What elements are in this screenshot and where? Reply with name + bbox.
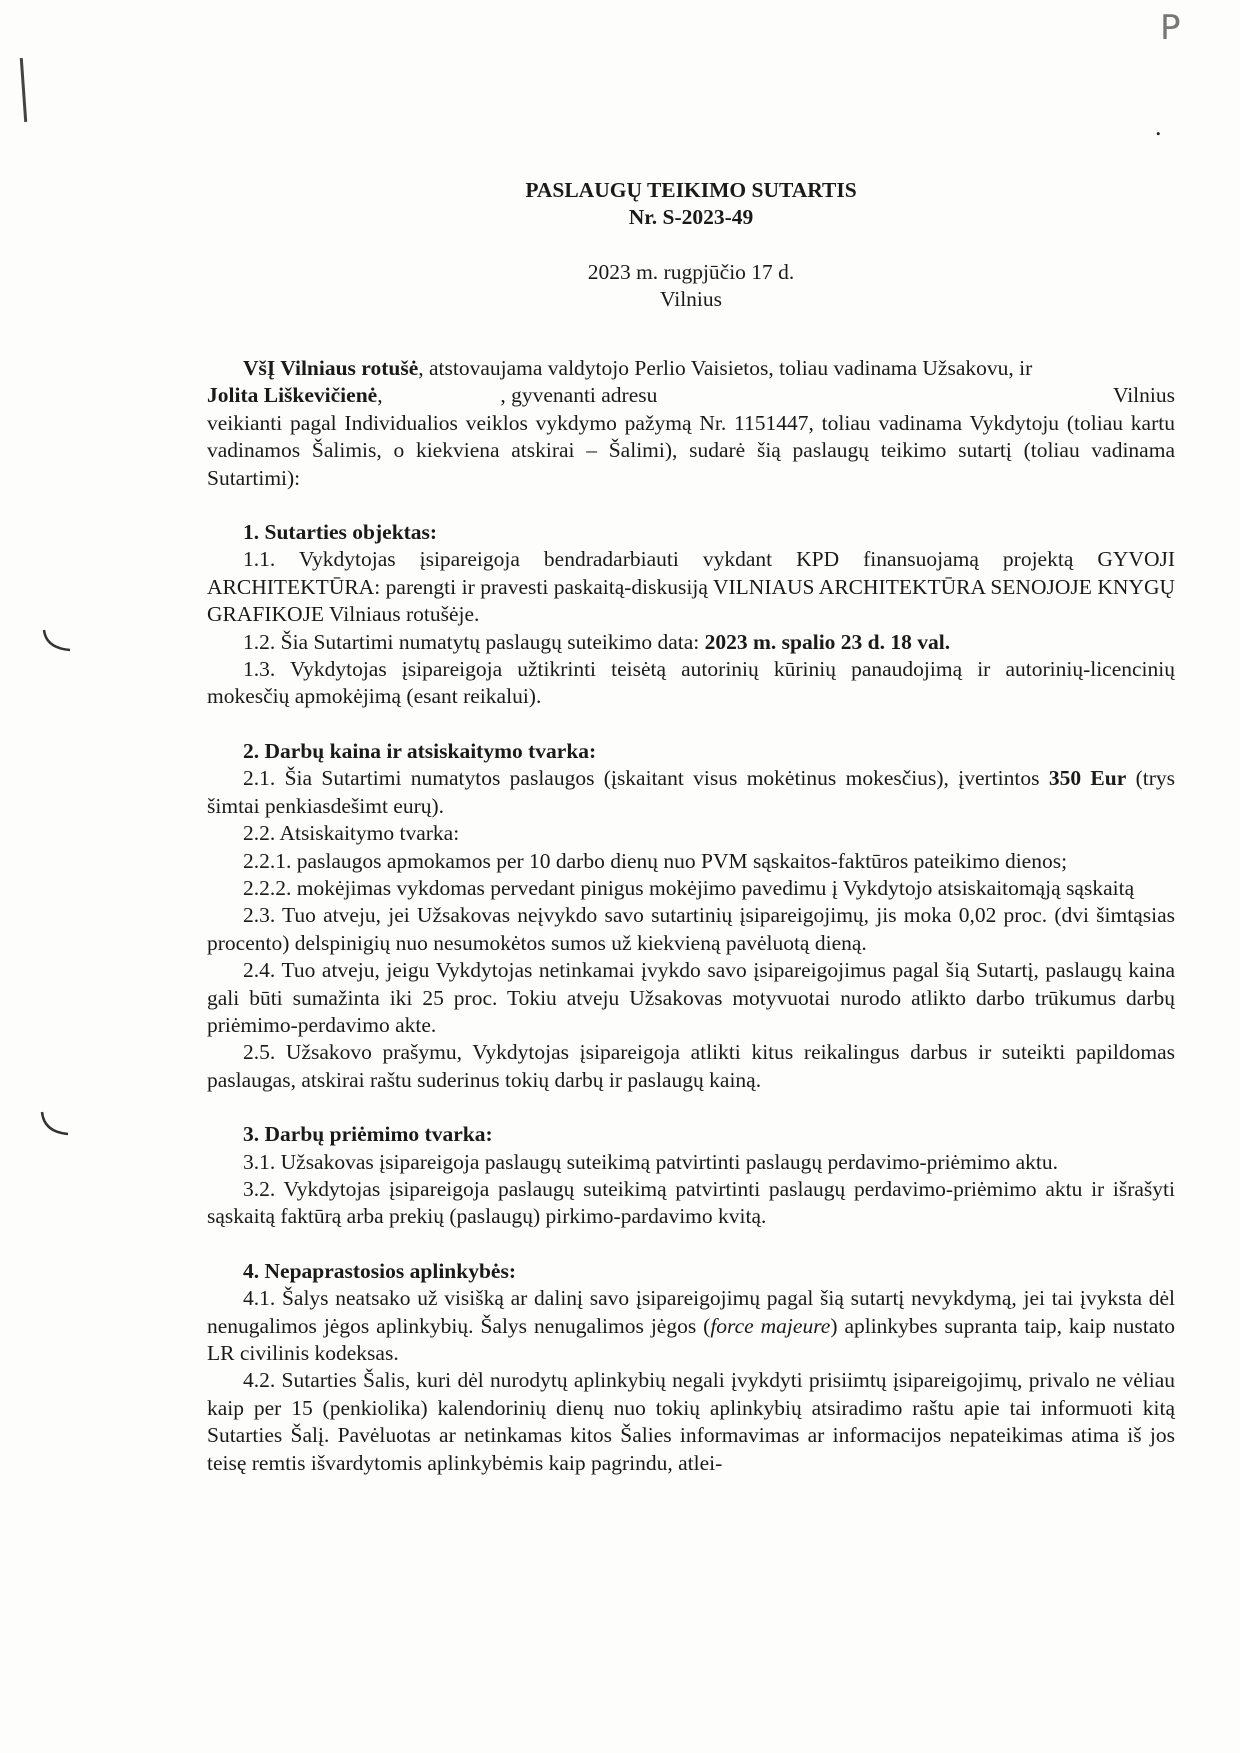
- clause-2-2-1: 2.2.1. paslaugos apmokamos per 10 darbo dienų nuo PVM sąskaitos-faktūros pateikimo dienos;: [243, 848, 1068, 873]
- vertical-margin-line: [20, 58, 27, 122]
- contract-body: [207, 355, 1175, 1477]
- clause-1-2-text: 1.2. Šia Sutartimi numatytų paslaugų suteikimo data:: [243, 629, 705, 654]
- clause-2-1-words: (trys šimtai penkiasdešimt eurų).: [207, 766, 1175, 818]
- contract-header: [207, 177, 1175, 314]
- contractor-name: Jolita Liškevičienė: [207, 383, 378, 408]
- clause-2-1-text: 2.1. Šia Sutartimi numatytos paslaugos (įskaitant visus mokėtinus mokesčius), įvertintos: [243, 766, 1049, 791]
- document-number: Nr. S-2023-49: [628, 205, 754, 230]
- clause-1-2: [207, 629, 1175, 656]
- section4-heading: 4. Nepaprastosios aplinkybės:: [243, 1258, 516, 1283]
- margin-tick-mark: [40, 628, 74, 656]
- clause-1-3: 1.3. Vykdytojas įsipareigoja užtikrinti teisėtą autorinių kūrinių panaudojimą ir autorinių-licencinių mokesčių apmokėjimą (esant reikalui).: [207, 657, 1175, 709]
- address-city: Vilnius: [1112, 383, 1175, 408]
- clause-4-1: [207, 1285, 1175, 1367]
- service-price: 350 Eur: [1048, 766, 1127, 791]
- clause-4-1-end: ) aplinkybes supranta taip, kaip nustato LR civilinis kodeksas.: [207, 1313, 1175, 1365]
- document-city: Vilnius: [659, 287, 723, 312]
- clause-2-4: 2.4. Tuo atveju, jeigu Vykdytojas netinkamai įvykdo savo įsipareigojimus pagal šią Sutartį, paslaugų kaina gali būti sumažinta iki 25 proc. Tokiu atveju Užsakovas motyvuotai nurodo atlikto darbo trūkumus darbų priėmimo-perdavimo akte.: [207, 958, 1175, 1037]
- dot-mark: .: [1155, 112, 1162, 141]
- section3-heading: 3. Darbų priėmimo tvarka:: [243, 1122, 493, 1147]
- clause-1-1: 1.1. Vykdytojas įsipareigoja bendradarbiauti vykdant KPD finansuojamą projektą GYVOJI ARCHITEKTŪRA: parengti ir pravesti paskaitą-diskusiją VILNIAUS ARCHITEKTŪRA SENOJOJE KNYGŲ GRAFIKOJE Vilniaus rotušėje.: [207, 547, 1175, 627]
- document-title: PASLAUGŲ TEIKIMO SUTARTIS: [525, 178, 857, 202]
- parties-line2: [207, 382, 1175, 409]
- document-date: 2023 m. rugpjūčio 17 d.: [587, 259, 795, 284]
- comma: ,: [377, 383, 383, 408]
- margin-tick-mark: [38, 1110, 72, 1140]
- clause-2-3: 2.3. Tuo atveju, jei Užsakovas neįvykdo savo sutartinių įsipareigojimų, jis moka 0,02 proc. (dvi šimtąsias procento) delspinigių nuo nesumokėtos sumos už kiekvieną pavėluotą dieną.: [207, 903, 1175, 955]
- force-majeure-term: force majeure: [710, 1313, 831, 1338]
- section2-heading: 2. Darbų kaina ir atsiskaitymo tvarka:: [243, 738, 597, 763]
- corner-letter-mark: P: [1160, 8, 1181, 48]
- clause-2-1: [207, 765, 1175, 820]
- clause-4-1-text: 4.1. Šalys neatsako už visišką ar dalinį savo įsipareigojimų pagal šią sutartį nevykdymą, jei tai įvyksta dėl nenugalimos jėgos aplinkybių. Šalys nenugalimos jėgos (: [207, 1286, 1175, 1338]
- customer-name: VšĮ Vilniaus rotušė: [243, 356, 419, 380]
- service-date: 2023 m. spalio 23 d. 18 val.: [704, 629, 951, 654]
- clause-2-2: 2.2. Atsiskaitymo tvarka:: [243, 821, 460, 846]
- clause-2-2-2: 2.2.2. mokėjimas vykdomas pervedant pinigus mokėjimo pavedimu į Vykdytojo atsiskaitomąją sąskaitą: [243, 875, 1135, 900]
- section1-heading: 1. Sutarties objektas:: [243, 520, 438, 545]
- clause-3-1: 3.1. Užsakovas įsipareigoja paslaugų suteikimą patvirtinti paslaugų perdavimo-priėmimo aktu.: [243, 1149, 1059, 1174]
- parties-paragraph: [207, 355, 1175, 382]
- parties-line3: veikianti pagal Individualios veiklos vykdymo pažymą Nr. 1151447, toliau vadinama Vykdytoju (toliau kartu vadinamos Šalimis, o kiekviena atskirai – Šalimi), sudarė šią paslaugų teikimo sutartį (toliau vadinama Sutartimi):: [207, 410, 1175, 490]
- address-label: , gyvenanti adresu: [500, 383, 658, 408]
- clause-4-2: 4.2. Sutarties Šalis, kuri dėl nurodytų aplinkybių negali įvykdyti prisiimtų įsipareigojimų, privalo ne vėliau kaip per 15 (penkiolika) kalendorinių dienų nuo tokių aplinkybių atsiradimo raštu apie tai informuoti kitą Sutarties Šalį. Pavėluotas ar netinkamas kitos Šalies informavimas ar informacijos nepateikimas atima iš jos teisę remtis išvardytomis aplinkybėmis kaip pagrindu, atlei-: [207, 1368, 1175, 1475]
- parties-line1: , atstovaujama valdytojo Perlio Vaisietos, toliau vadinama Užsakovu, ir: [418, 356, 1033, 380]
- clause-3-2: 3.2. Vykdytojas įsipareigoja paslaugų suteikimą patvirtinti paslaugų perdavimo-priėmimo aktu ir išrašyti sąskaitą faktūrą arba prekių (paslaugų) pirkimo-pardavimo kvitą.: [207, 1176, 1175, 1229]
- clause-2-5: 2.5. Užsakovo prašymu, Vykdytojas įsipareigoja atlikti kitus reikalingus darbus ir suteikti papildomas paslaugas, atskirai raštu suderinus tokių darbų ir paslaugų kainą.: [207, 1040, 1175, 1092]
- redacted-address: [775, 382, 995, 409]
